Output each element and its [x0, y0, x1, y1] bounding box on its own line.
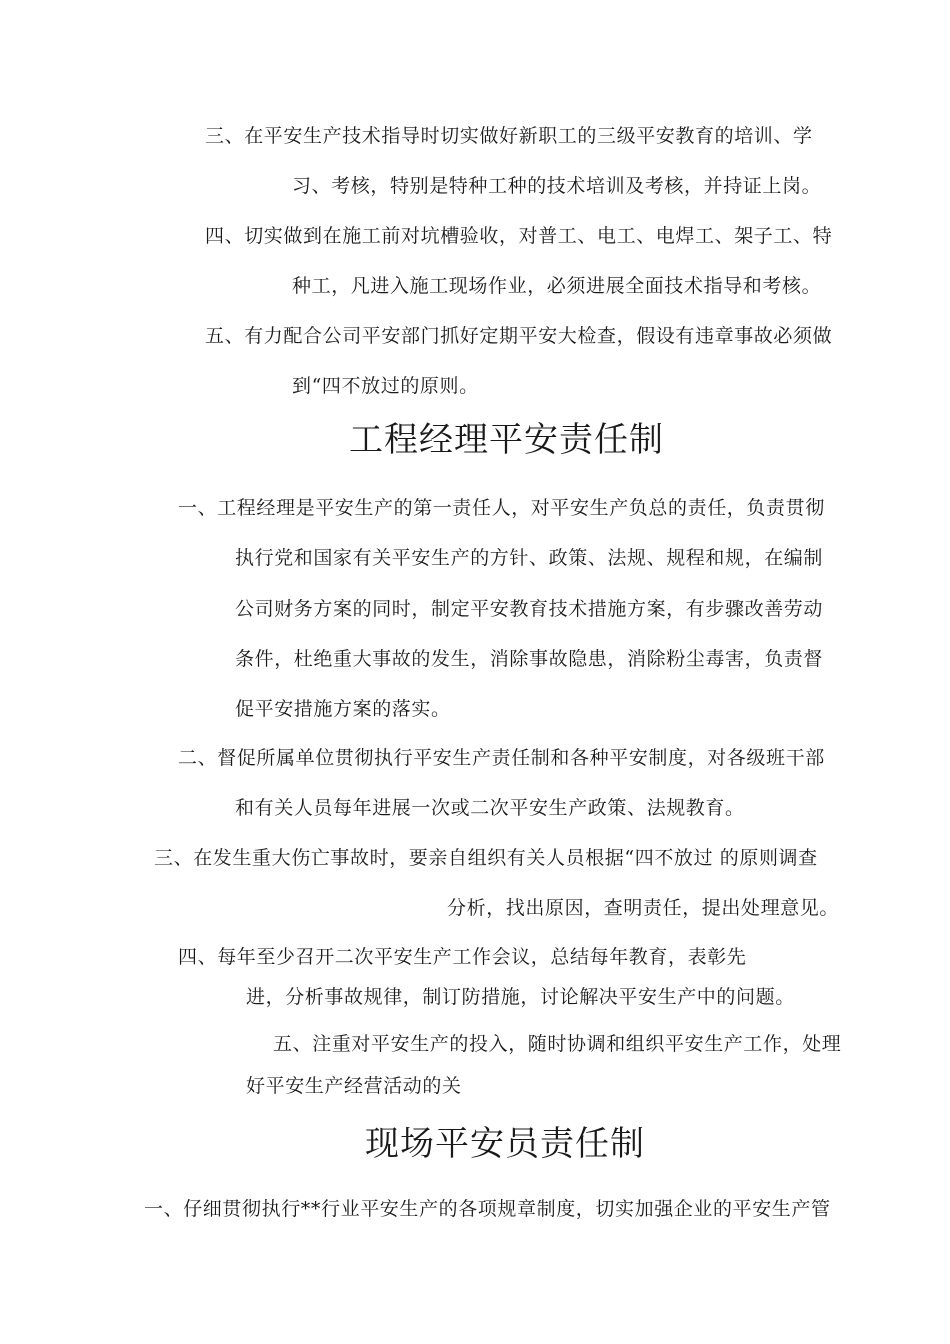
para-b3-line2: 分析，找出原因，查明责任，提出处理意见。 [447, 897, 840, 919]
para-b4-line2: 进，分析事故规律，制订防措施，讨论解决平安生产中的问题。 [246, 986, 795, 1008]
para-b2-line1: 二、督促所属单位贯彻执行平安生产责任制和各种平安制度，对各级班干部 [178, 747, 825, 769]
para-b1-line2: 执行党和国家有关平安生产的方针、政策、法规、规程和规，在编制 [235, 547, 824, 569]
section-title-site-safety-officer: 现场平安员责任制 [365, 1124, 645, 1164]
section-title-project-manager: 工程经理平安责任制 [349, 420, 664, 460]
para-c1-line1: 一、仔细贯彻执行**行业平安生产的各项规章制度，切实加强企业的平安生产管 [144, 1198, 831, 1220]
para-a3-line2: 习、考核，特别是特种工种的技术培训及考核，并持证上岗。 [292, 175, 822, 197]
para-b2-line2: 和有关人员每年进展一次或二次平安生产政策、法规教育。 [235, 797, 745, 819]
para-b3-line1: 三、在发生重大伤亡事故时，要亲自组织有关人员根据“四不放过 的原则调查 [154, 847, 818, 869]
para-a4-line1: 四、切实做到在施工前对坑槽验收，对普工、电工、电焊工、架子工、特 [205, 225, 833, 247]
para-b1-line4: 条件，杜绝重大事故的发生，消除事故隐患，消除粉尘毒害，负责督 [235, 648, 824, 670]
para-a5-line1: 五、有力配合公司平安部门抓好定期平安大检查，假设有违章事故必须做 [205, 325, 833, 347]
para-a3-line1: 三、在平安生产技术指导时切实做好新职工的三级平安教育的培训、学 [205, 125, 813, 147]
para-b1-line3: 公司财务方案的同时，制定平安教育技术措施方案，有步骤改善劳动 [235, 598, 824, 620]
para-a5-line2: 到“四不放过的原则。 [292, 375, 479, 397]
para-b1-line5: 促平安措施方案的落实。 [235, 698, 451, 720]
para-b4-line1: 四、每年至少召开二次平安生产工作会议，总结每年教育，表彰先 [178, 946, 747, 968]
para-b1-line1: 一、工程经理是平安生产的第一责任人，对平安生产负总的责任，负责贯彻 [178, 497, 825, 519]
para-b5-line1: 五、注重对平安生产的投入，随时协调和组织平安生产工作，处理 [273, 1033, 842, 1055]
para-b5-line2: 好平安生产经营活动的关 [246, 1075, 462, 1097]
para-a4-line2: 种工，凡进入施工现场作业，必须进展全面技术指导和考核。 [292, 275, 822, 297]
